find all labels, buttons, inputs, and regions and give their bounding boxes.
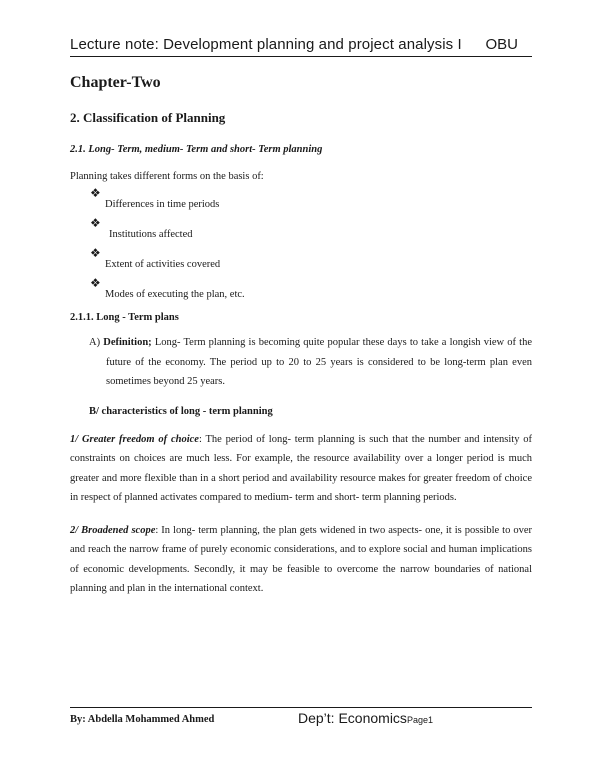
bullet-text: Modes of executing the plan, etc. — [105, 289, 245, 300]
definition-paragraph — [89, 333, 533, 392]
diamond-bullet-icon: ❖ — [90, 186, 101, 200]
bullet-text: Differences in time periods — [105, 199, 220, 210]
definition-term: Definition; — [103, 337, 152, 348]
list-item — [90, 186, 532, 216]
bullet-list — [70, 186, 532, 306]
diamond-bullet-icon: ❖ — [90, 276, 101, 290]
diamond-bullet-icon: ❖ — [90, 216, 101, 230]
paragraph-freedom-of-choice — [70, 430, 532, 508]
definition-marker: A) — [89, 337, 101, 348]
footer-dept-label: Dep’t: Economics — [298, 710, 407, 726]
paragraph-broadened-scope — [70, 521, 532, 599]
paragraph-lead: 2/ Broadened scope — [70, 524, 156, 536]
paragraph-text: : In long- term planning, the plan gets widened in two aspects- one, it is possible to over and reach the narrow frame of purely economic considerations, and to explore social and human implications of economic developments. Secondly, it may be feasible to overcome the narrow boundaries of national planning and plan in the international context. — [70, 524, 532, 594]
characteristics-heading: B/ characteristics of long - term planning — [89, 405, 273, 417]
definition-text: Long- Term planning is becoming quite popular these days to take a longish view of the future of the economy. The period up to 20 to 25 years is considered to be long-term plan even sometimes beyond 25 years. — [106, 337, 533, 387]
header-org: OBU — [485, 36, 518, 53]
subsection-heading: 2.1. Long- Term, medium- Term and short- Term planning — [70, 144, 323, 155]
footer-author: By: Abdella Mohammed Ahmed — [70, 714, 215, 725]
bullet-text: Extent of activities covered — [105, 259, 221, 270]
document-body — [70, 74, 532, 599]
page-header — [70, 36, 532, 57]
list-item — [90, 276, 532, 306]
diamond-bullet-icon: ❖ — [90, 246, 101, 260]
header-title: Lecture note: Development planning and project analysis I — [70, 36, 462, 53]
paragraph-text: : The period of long- term planning is such that the number and intensity of constraints on choices are much less. For example, the resource availability over a longer period is much greater and more flexible than in a short period and availability resource makes for greater freedom of choice in respect of planned activates compared to medium- term and short- term planning periods. — [70, 433, 532, 503]
section-heading: 2. Classification of Planning — [70, 110, 226, 125]
page-number: Page1 — [406, 715, 433, 725]
subsubsection-heading: 2.1.1. Long - Term plans — [70, 312, 179, 323]
page-footer — [70, 707, 532, 732]
list-item — [90, 246, 532, 276]
paragraph-lead: 1/ Greater freedom of choice — [70, 433, 199, 445]
bullet-text: Institutions affected — [109, 229, 193, 240]
chapter-title: Chapter-Two — [70, 74, 161, 91]
intro-text: Planning takes different forms on the basis of: — [70, 171, 264, 182]
footer-department — [298, 710, 433, 726]
list-item — [90, 216, 532, 246]
